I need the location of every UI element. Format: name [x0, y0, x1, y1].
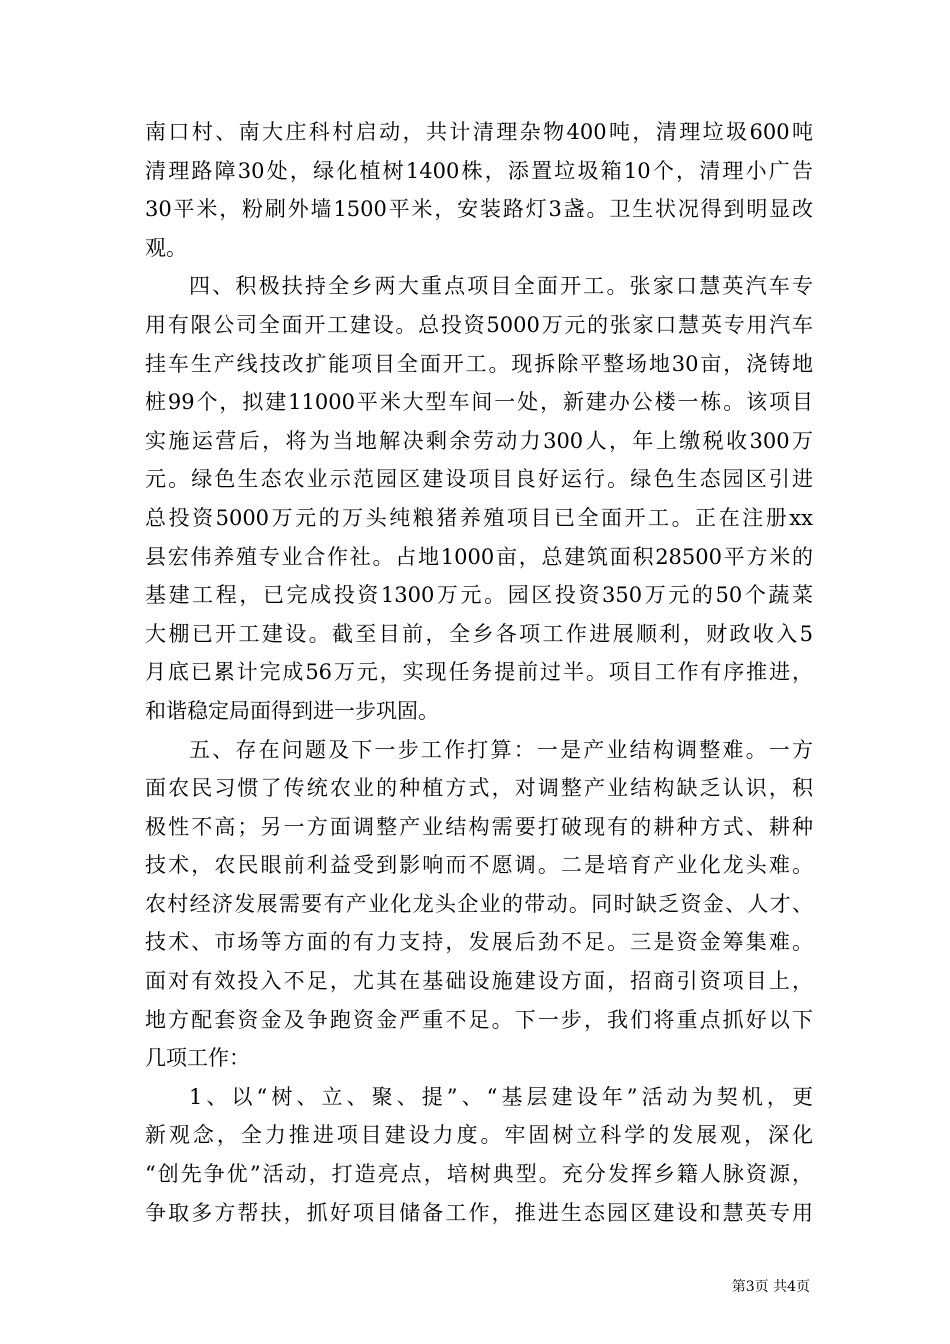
- text-line: 总投资5000万元的万头纯粮猪养殖项目已全面开工。正在注册xx: [145, 505, 813, 530]
- document-body: [145, 113, 813, 1232]
- text-line: 元。绿色生态农业示范园区建设项目良好运行。绿色生态园区引进: [145, 467, 813, 492]
- text-line: 地方配套资金及争跑资金严重不足。下一步，我们将重点抓好以下: [145, 1007, 813, 1032]
- text-line: “创先争优”活动，打造亮点，培树典型。充分发挥乡籍人脉资源，: [145, 1162, 813, 1187]
- text-line: 技术，农民眼前利益受到影响而不愿调。二是培育产业化龙头难。: [145, 853, 813, 878]
- text-line: 技术、市场等方面的有力支持，发展后劲不足。三是资金筹集难。: [145, 930, 813, 955]
- text-line: 和谐稳定局面得到进一步巩固。: [145, 698, 439, 723]
- text-line: 农村经济发展需要有产业化龙头企业的带动。同时缺乏资金、人才、: [145, 891, 813, 916]
- text-line: 月底已累计完成56万元，实现任务提前过半。项目工作有序推进，: [145, 660, 813, 685]
- text-line: 基建工程，已完成投资1300万元。园区投资350万元的50个蔬菜: [145, 583, 813, 608]
- text-line: 桩99个，拟建11000平米大型车间一处，新建办公楼一栋。该项目: [145, 390, 813, 415]
- text-line: 争取多方帮扶，抓好项目储备工作，推进生态园区建设和慧英专用: [145, 1200, 813, 1225]
- text-line: 大棚已开工建设。截至目前，全乡各项工作进展顺利，财政收入5: [145, 621, 813, 646]
- text-line: 南口村、南大庄科村启动，共计清理杂物400吨，清理垃圾600吨: [145, 120, 813, 144]
- text-line: 县宏伟养殖专业合作社。占地1000亩，总建筑面积28500平方米的: [145, 544, 813, 569]
- text-line: 五、存在问题及下一步工作打算：一是产业结构调整难。一方: [189, 737, 813, 762]
- text-line: 用有限公司全面开工建设。总投资5000万元的张家口慧英专用汽车: [145, 312, 813, 337]
- text-line: 新观念，全力推进项目建设力度。牢固树立科学的发展观，深化: [145, 1123, 813, 1148]
- text-line: 实施运营后，将为当地解决剩余劳动力300人，年上缴税收300万: [145, 428, 813, 453]
- text-line: 四、积极扶持全乡两大重点项目全面开工。张家口慧英汽车专: [189, 274, 813, 299]
- text-line: 挂车生产线技改扩能项目全面开工。现拆除平整场地30亩，浇铸地: [145, 351, 813, 376]
- text-line: 1、以“树、立、聚、提”、“基层建设年”活动为契机，更: [189, 1084, 813, 1109]
- text-line: 面对有效投入不足，尤其在基础设施建设方面，招商引资项目上，: [145, 969, 813, 994]
- text-line: 30平米，粉刷外墙1500平米，安装路灯3盏。卫生状况得到明显改: [145, 197, 813, 222]
- text-line: 清理路障30处，绿化植树1400株，添置垃圾箱10个，清理小广告: [145, 158, 813, 183]
- page-footer: 第3页 共4页: [731, 1279, 810, 1295]
- text-line: 几项工作：: [145, 1046, 250, 1071]
- text-line: 面农民习惯了传统农业的种植方式，对调整产业结构缺乏认识，积: [145, 776, 813, 801]
- text-line: 观。: [145, 235, 187, 260]
- text-line: 极性不高；另一方面调整产业结构需要打破现有的耕种方式、耕种: [145, 814, 813, 839]
